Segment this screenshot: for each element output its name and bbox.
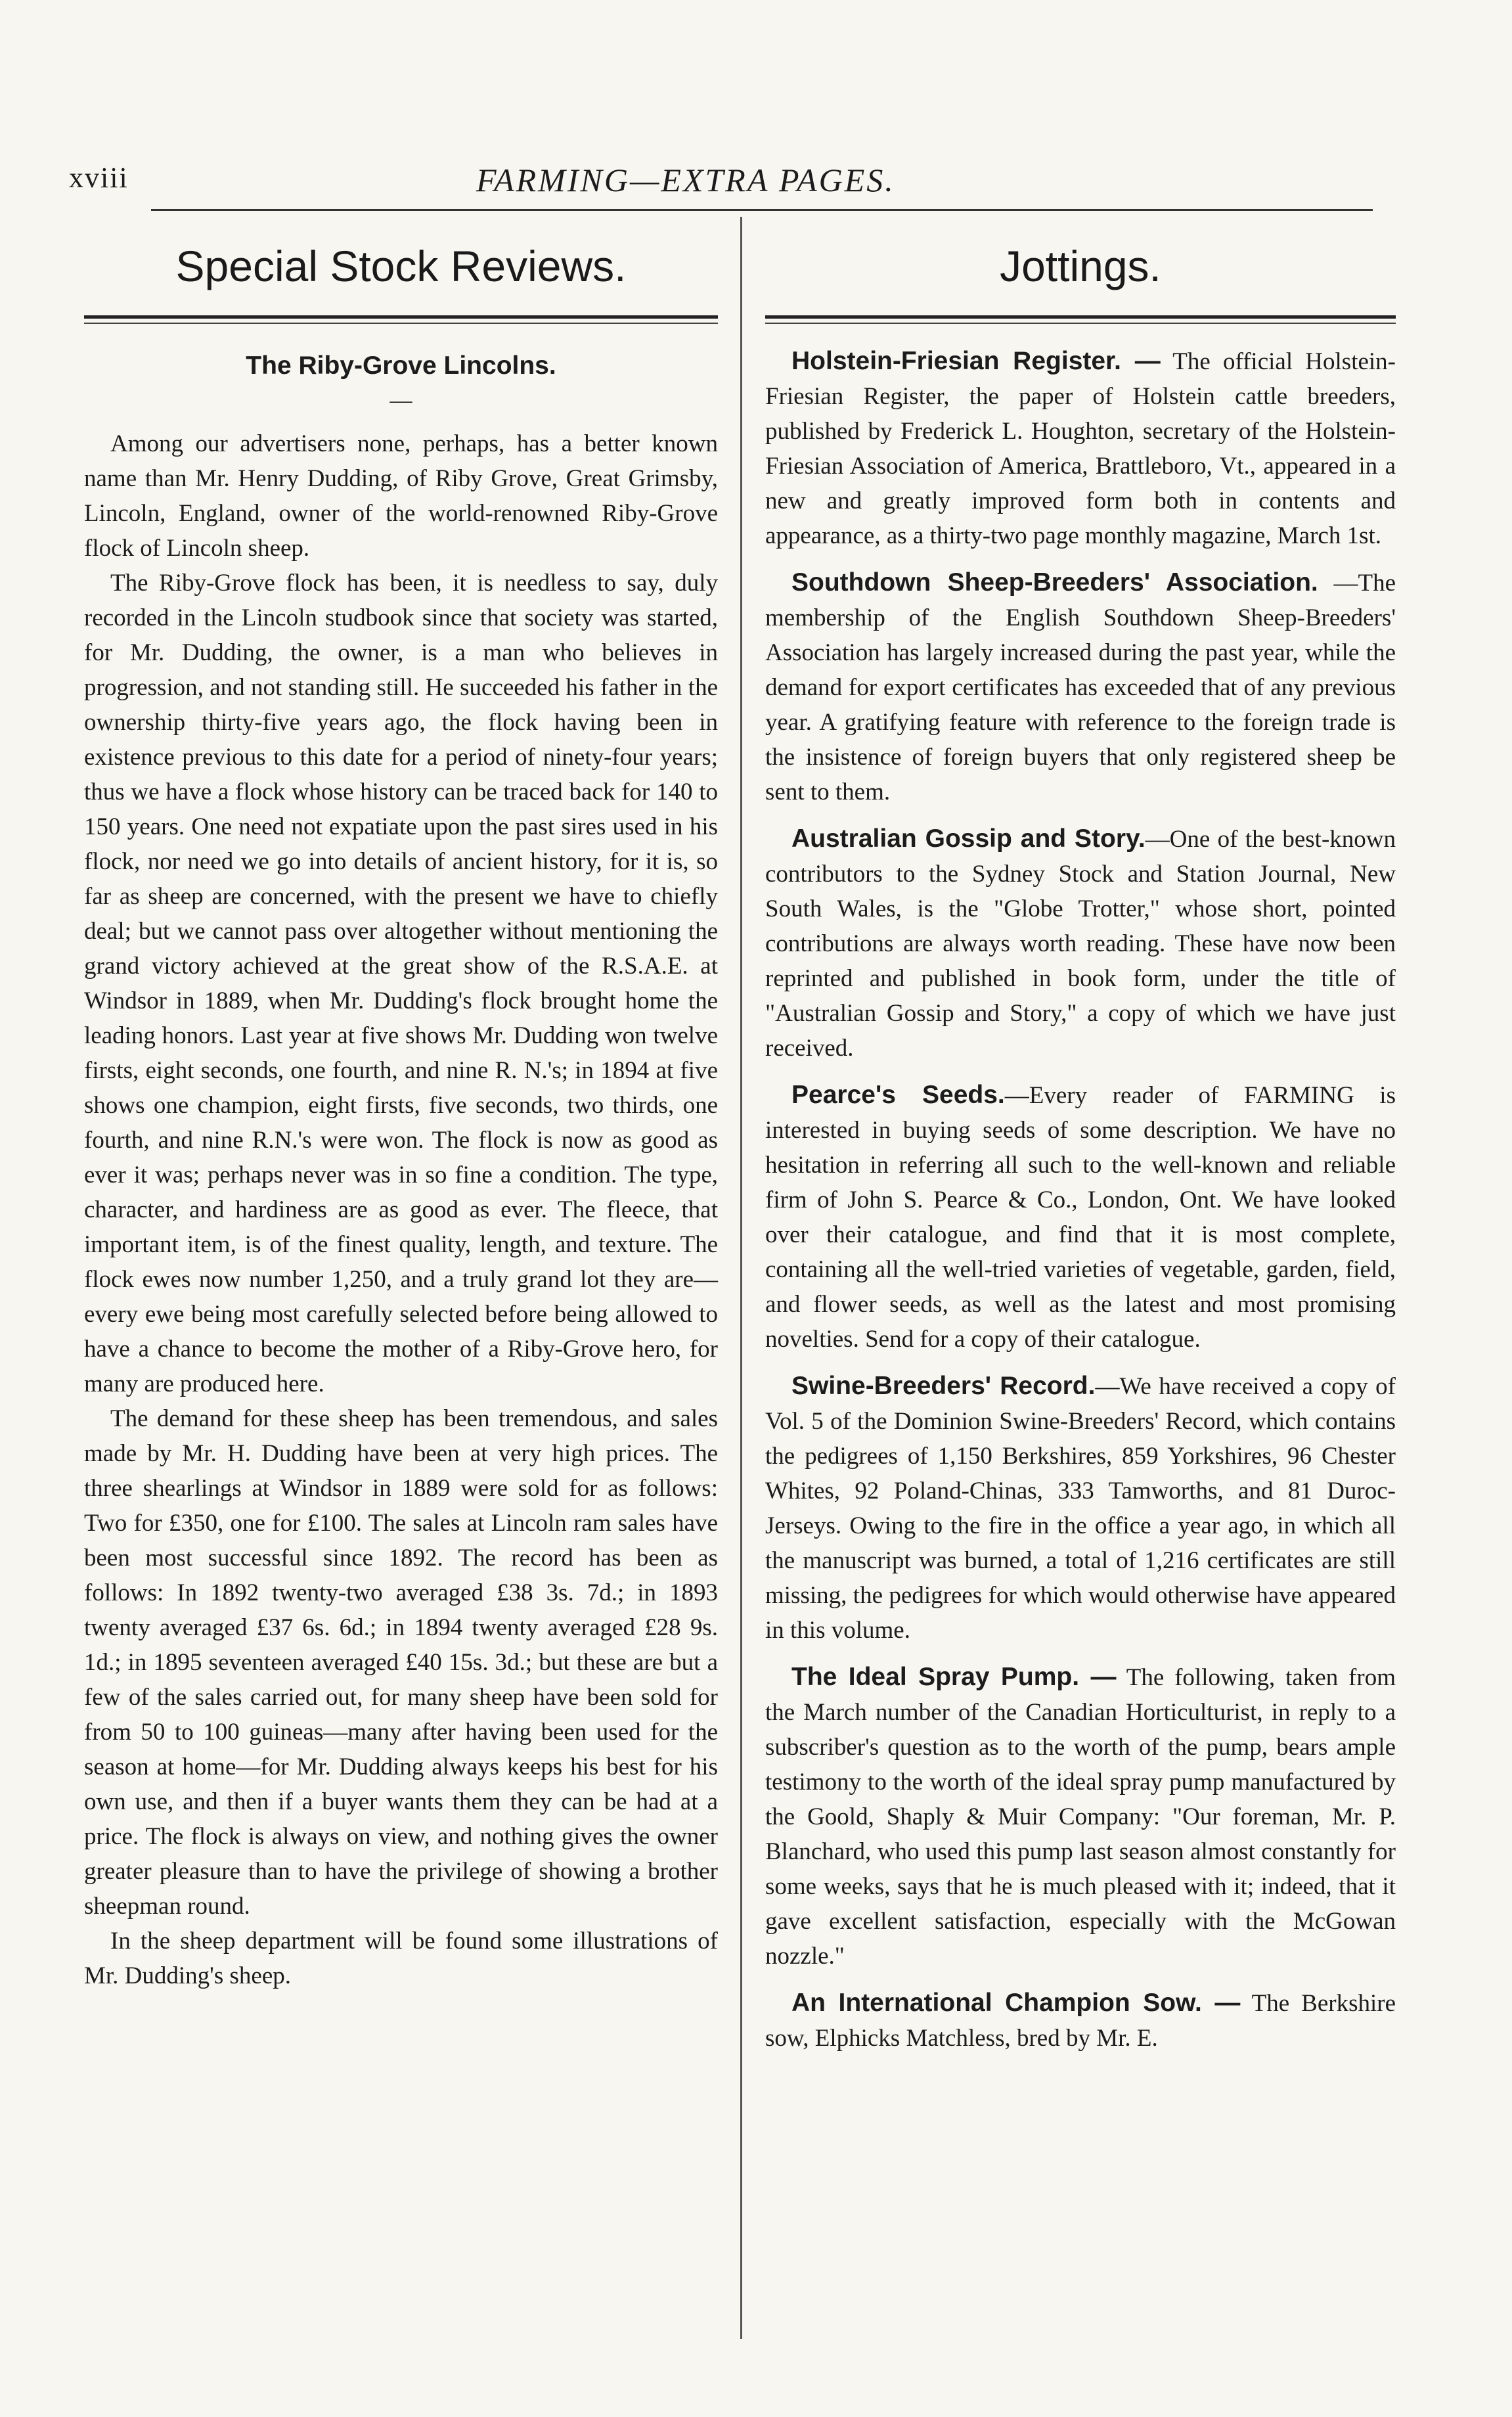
- title-rule: [765, 315, 1396, 319]
- jotting-text: The following, taken from the March number of the Canadian Horticulturist, in reply to a subscriber's question as to the worth of the pump, bears ample testimony to the worth of the ideal spray pump manufactured by the Goold, Shaply & Muir Company: "Our foreman, Mr. P. Blanchard, who used this pump last season almost constantly for some weeks, says that he is much pleased with it; indeed, that it gave excellent satisfaction, especially with the McGowan nozzle.": [765, 1664, 1396, 1970]
- page-number: xviii: [69, 162, 129, 194]
- jotting-heading: Southdown Sheep-Breeders' Association.: [791, 568, 1318, 597]
- jottings-list: [765, 344, 1396, 2056]
- jotting-text: The official Holstein-Friesian Register, the paper of Holstein cattle breeders, published by Frederick L. Houghton, secretary of the Holstein-Friesian Association of America, Brattleboro, Vt., appeared in a new and greatly improved form both in contents and appearance, as a thirty-two page monthly magazine, March 1st.: [765, 348, 1396, 549]
- column-divider: [740, 217, 742, 2339]
- jotting-text: —We have received a copy of Vol. 5 of the Dominion Swine-Breeders' Record, which contains the pedigrees of 1,150 Berkshires, 859 Yorkshires, 96 Chester Whites, 92 Poland-Chinas, 333 Tamworths, and 81 Duroc-Jerseys. Owing to the fire in the office a year ago, in which all the manuscript was burned, a total of 1,216 certificates are still missing, the pedigrees for which would otherwise have appeared in this volume.: [765, 1373, 1396, 1644]
- title-rule-thin: [765, 323, 1396, 324]
- subhead-dash: —: [389, 388, 412, 413]
- right-column: [765, 220, 1396, 2056]
- article-subhead: The Riby-Grove Lincolns.: [246, 351, 556, 380]
- running-title: FARMING—EXTRA PAGES.: [476, 162, 895, 198]
- section-title-jottings: Jottings.: [1000, 242, 1161, 290]
- section-title-special-stock-reviews: Special Stock Reviews.: [175, 242, 627, 290]
- article-paragraph: The demand for these sheep has been tremendous, and sales made by Mr. H. Dudding have been at very high prices. The three shearlings at Windsor in 1889 were sold for as follows: Two for £350, one for £100. The sales at Lincoln ram sales have been most successful since 1892. The record has been as follows: In 1892 twenty-two averaged £38 3s. 7d.; in 1893 twenty averaged £37 6s. 6d.; in 1894 twenty averaged £28 9s. 1d.; in 1895 seventeen averaged £40 15s. 3d.; but these are but a few of the sales carried out, for many sheep have been sold for from 50 to 100 guineas—many after having been used for the season at home—for Mr. Dudding always keeps his best for his own use, and then if a buyer wants them they can be had at a price. The flock is always on view, and nothing gives the owner greater pleasure than to have the privilege of showing a brother sheepman round.: [84, 1405, 718, 1920]
- jotting-entry: [765, 1077, 1396, 1357]
- title-rule-thin: [84, 323, 718, 324]
- jotting-entry: [765, 565, 1396, 809]
- jotting-entry: [765, 1985, 1396, 2056]
- jotting-heading: Holstein-Friesian Register. —: [791, 347, 1161, 375]
- header-rule: [151, 209, 1373, 211]
- title-rule: [84, 315, 718, 319]
- jotting-entry: [765, 1660, 1396, 1974]
- left-column: [84, 220, 718, 1993]
- jotting-heading: Swine-Breeders' Record.: [791, 1372, 1096, 1400]
- article-paragraph: In the sheep department will be found some illustrations of Mr. Dudding's sheep.: [84, 1928, 718, 1989]
- jotting-text: The Berkshire sow, Elphicks Matchless, bred by Mr. E.: [765, 1990, 1396, 2052]
- jotting-entry: [765, 344, 1396, 553]
- jotting-entry: [765, 821, 1396, 1066]
- jotting-entry: [765, 1368, 1396, 1648]
- jotting-heading: The Ideal Spray Pump. —: [791, 1663, 1117, 1691]
- jotting-text: —One of the best-known contributors to the Sydney Stock and Station Journal, New South Wales, is the "Globe Trotter," whose short, pointed contributions are always worth reading. These have now been reprinted and published in book form, under the title of "Australian Gossip and Story," a copy of which we have just received.: [765, 826, 1396, 1062]
- jotting-text: —The membership of the English Southdown Sheep-Breeders' Association has largely increased during the past year, while the demand for export certificates has exceeded that of any previous year. A gratifying feature with reference to the foreign trade is the insistence of foreign buyers that only registered sheep be sent to them.: [765, 570, 1396, 805]
- article-paragraph: The Riby-Grove flock has been, it is needless to say, duly recorded in the Lincoln studbook since that society was started, for Mr. Dudding, the owner, is a man who believes in progression, and not standing still. He succeeded his father in the ownership thirty-five years ago, the flock having been in existence previous to this date for a period of ninety-four years; thus we have a flock whose history can be traced back for 140 to 150 years. One need not expatiate upon the past sires used in his flock, nor need we go into details of ancient history, for it is, so far as sheep are concerned, with the present we have to chiefly deal; but we cannot pass over altogether without mentioning the grand victory achieved at the great show of the R.S.A.E. at Windsor in 1889, when Mr. Dudding's flock brought home the leading honors. Last year at five shows Mr. Dudding won twelve firsts, eight seconds, one fourth, and nine R. N.'s; in 1894 at five shows one champion, eight firsts, five seconds, two thirds, one fourth, and nine R.N.'s were won. The flock is now as good as ever it was; perhaps never was in so fine a condition. The type, character, and hardiness are as good as ever. The fleece, that important item, is of the finest quality, length, and texture. The flock ewes now number 1,250, and a truly grand lot they are—every ewe being most carefully selected before being allowed to have a chance to become the mother of a Riby-Grove hero, for many are produced here.: [84, 570, 718, 1397]
- jotting-heading: An International Champion Sow. —: [791, 1989, 1241, 2017]
- article-paragraph: Among our advertisers none, perhaps, has a better known name than Mr. Henry Dudding, of Riby Grove, Great Grimsby, Lincoln, England, owner of the world-renowned Riby-Grove flock of Lincoln sheep.: [84, 430, 718, 562]
- jotting-text: —Every reader of FARMING is interested in buying seeds of some description. We have no hesitation in referring all such to the well-known and reliable firm of John S. Pearce & Co., London, Ont. We have looked over their catalogue, and find that it is most complete, containing all the well-tried varieties of vegetable, garden, field, and flower seeds, as well as the latest and most promising novelties. Send for a copy of their catalogue.: [765, 1082, 1396, 1353]
- jotting-heading: Pearce's Seeds.: [791, 1081, 1005, 1109]
- jotting-heading: Australian Gossip and Story.: [791, 824, 1145, 853]
- running-head: [69, 161, 1442, 207]
